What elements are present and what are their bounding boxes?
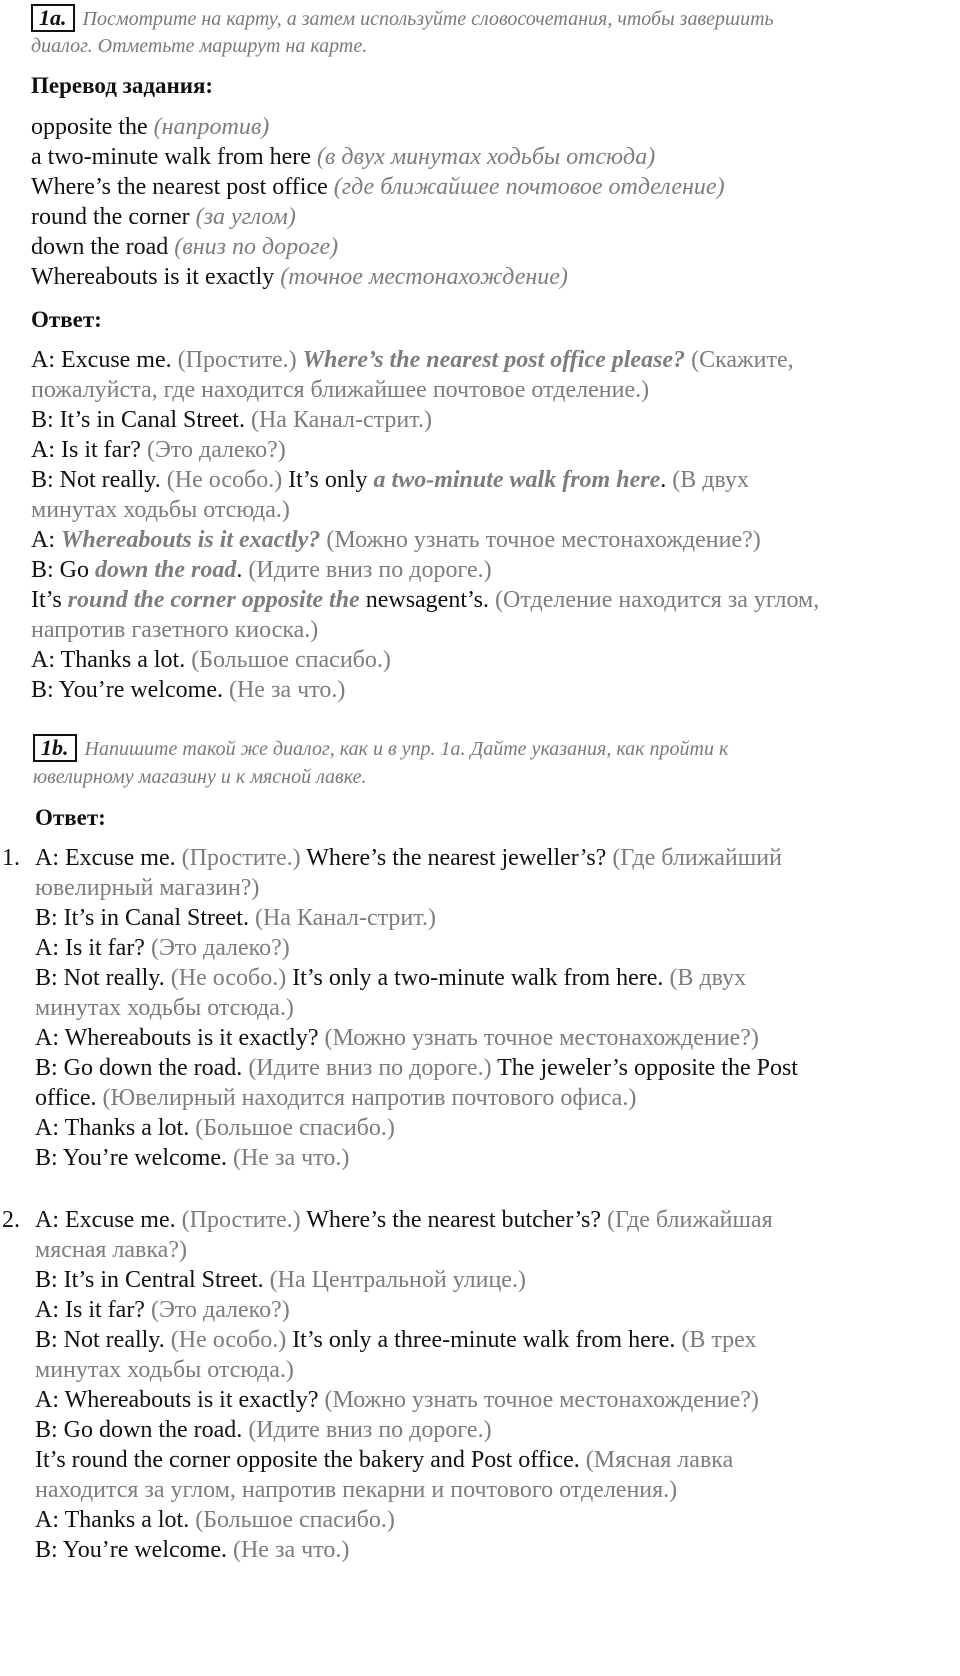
dialog-line <box>35 1444 733 1476</box>
ex1b-label: 1b. <box>33 734 77 762</box>
dialog-text: B: You’re welcome. <box>35 1145 227 1171</box>
dialog-translation: (Большое спасибо.) <box>195 1507 395 1533</box>
dialog-translation: минутах ходьбы отсюда.) <box>35 1357 294 1383</box>
dialog-translation: (Где ближайшая <box>607 1207 773 1233</box>
dialog-text: A: Whereabouts is it exactly? <box>35 1387 319 1413</box>
dialog-text: A: Thanks a lot. <box>31 647 186 673</box>
dialog-translation: (Можно узнать точное местонахождение?) <box>324 1387 759 1413</box>
phrase-row <box>31 231 338 263</box>
phrase-en: Where’s the nearest post office <box>31 174 328 200</box>
dialog-text: A: Is it far? <box>31 437 141 463</box>
dialog-line <box>31 554 492 586</box>
phrase-en: a two-minute walk from here <box>31 144 311 170</box>
dialog-line <box>31 404 432 436</box>
dialog-line <box>31 434 286 466</box>
dialog-text: A: Thanks a lot. <box>35 1507 190 1533</box>
phrase-row <box>31 171 725 203</box>
dialog-text: B: Go down the road. <box>35 1417 243 1443</box>
dialog-text: B: You’re welcome. <box>35 1537 227 1563</box>
dialog-translation: (Где ближайший <box>612 845 782 871</box>
dialog-text: A: Is it far? <box>35 1297 145 1323</box>
dialog-text: . <box>236 557 243 583</box>
dialog-line <box>35 1504 395 1536</box>
dialog-text: Where’s the nearest jeweller’s? <box>306 845 607 871</box>
dialog-translation: пожалуйста, где находится ближайшее почтовое отделение.) <box>31 377 650 403</box>
dialog-translation: (В двух <box>672 467 749 493</box>
dialog-line <box>35 1294 290 1326</box>
dialog-translation: (Идите вниз по дороге.) <box>248 1417 492 1443</box>
dialog-text: Where’s the nearest butcher’s? <box>306 1207 601 1233</box>
dialog-translation: (Большое спасибо.) <box>195 1115 395 1141</box>
dialog-translation: (Это далеко?) <box>150 1297 290 1323</box>
dialog-text: B: Not really. <box>31 467 161 493</box>
ex1a-instruction-line1: Посмотрите на карту, а затем используйте словосочетания, чтобы завершить <box>82 8 774 30</box>
dialog-line <box>35 1384 759 1416</box>
dialog-text: newsagent’s. <box>365 587 490 613</box>
dialog-translation: (Идите вниз по дороге.) <box>248 1055 492 1081</box>
phrase-ru: (в двух минутах ходьбы отсюда) <box>316 144 656 170</box>
dialog-line <box>35 962 746 994</box>
dialog-translation: (На Канал-стрит.) <box>254 905 436 931</box>
dialog-text: It’s only <box>288 467 368 493</box>
dialog-translation: (В трех <box>681 1327 757 1353</box>
ex1a-instruction-line2: диалог. Отметьте маршрут на карте. <box>31 35 368 57</box>
dialog-number: 1. <box>2 845 20 871</box>
dialog-translation: (На Центральной улице.) <box>269 1267 526 1293</box>
dialog-translation: (Можно узнать точное местонахождение?) <box>324 1025 759 1051</box>
ex1a-instruction <box>31 4 774 34</box>
phrase-row <box>31 111 269 143</box>
dialog-translation: (Не особо.) <box>170 965 287 991</box>
phrase-ru: (где ближайшее почтовое отделение) <box>333 174 725 200</box>
dialog-text: A: Is it far? <box>35 935 145 961</box>
phrase-ru: (точное местонахождение) <box>280 264 568 290</box>
dialog-translation: (Идите вниз по дороге.) <box>248 557 492 583</box>
dialog-text: A: Thanks a lot. <box>35 1115 190 1141</box>
dialog-translation: находится за углом, напротив пекарни и почтового отделения.) <box>35 1477 678 1503</box>
dialog-translation: (Мясная лавка <box>585 1447 734 1473</box>
dialog-translation: (Скажите, <box>691 347 794 373</box>
dialog-text: B: Go <box>31 557 90 583</box>
phrase-row <box>31 201 296 233</box>
ex1a-label: 1a. <box>31 4 75 32</box>
dialog-translation: (Не особо.) <box>166 467 283 493</box>
dialog-text: It’s only a three-minute walk from here. <box>292 1327 676 1353</box>
dialog-text: A: <box>31 527 55 553</box>
dialog-text: The jeweler’s opposite the Post <box>497 1055 798 1081</box>
dialog-text: B: Go down the road. <box>35 1055 243 1081</box>
dialog-text: It’s round the corner opposite the bakery and Post office. <box>35 1447 580 1473</box>
phrase-en: round the corner <box>31 204 190 230</box>
phrase-en: down the road <box>31 234 169 260</box>
phrase-ru: (напротив) <box>153 114 270 140</box>
dialog-translation: (Это далеко?) <box>146 437 286 463</box>
phrase-en: Whereabouts is it exactly <box>31 264 275 290</box>
dialog-text: A: Whereabouts is it exactly? <box>35 1025 319 1051</box>
dialog-line <box>31 344 794 376</box>
dialog-text: B: Not really. <box>35 1327 165 1353</box>
dialog-translation: минутах ходьбы отсюда.) <box>31 497 290 523</box>
dialog-line <box>31 584 819 616</box>
dialog-translation: (Отделение находится за углом, <box>495 587 820 613</box>
dialog-line <box>35 1112 395 1144</box>
ex1b-instruction <box>33 734 728 764</box>
dialog-answer: Whereabouts is it exactly? <box>61 527 321 553</box>
dialog-line <box>31 644 391 676</box>
dialog-translation: минутах ходьбы отсюда.) <box>35 995 294 1021</box>
dialog-translation: (Не за что.) <box>232 1145 350 1171</box>
dialog-text: It’s only a two-minute walk from here. <box>292 965 664 991</box>
dialog-text: office. <box>35 1085 97 1111</box>
dialog-line <box>35 932 290 964</box>
dialog-translation: (Ювелирный находится напротив почтового офиса.) <box>102 1085 637 1111</box>
dialog-line <box>35 1204 773 1236</box>
dialog-text: B: It’s in Canal Street. <box>35 905 249 931</box>
dialog-text: B: It’s in Central Street. <box>35 1267 264 1293</box>
phrase-ru: (за углом) <box>195 204 296 230</box>
dialog-line <box>35 1142 349 1174</box>
dialog-line <box>35 1022 759 1054</box>
dialog-line <box>35 842 782 874</box>
ex1a-answer-heading: Ответ: <box>31 307 102 332</box>
dialog-text: B: Not really. <box>35 965 165 991</box>
phrase-row <box>31 141 655 173</box>
dialog-answer: round the corner opposite the <box>67 587 360 613</box>
dialog-number: 2. <box>2 1207 20 1233</box>
dialog-line <box>35 902 436 934</box>
translation-heading: Перевод задания: <box>31 73 214 98</box>
dialog-translation: (Не за что.) <box>228 677 346 703</box>
dialog-answer: down the road <box>95 557 237 583</box>
dialog-translation: (Большое спасибо.) <box>191 647 391 673</box>
dialog-translation: ювелирный магазин?) <box>35 875 260 901</box>
dialog-text: B: It’s in Canal Street. <box>31 407 245 433</box>
dialog-line <box>31 464 749 496</box>
dialog-line <box>35 1414 492 1446</box>
dialog-translation: (Это далеко?) <box>150 935 290 961</box>
dialog-translation: мясная лавка?) <box>35 1237 187 1263</box>
dialog-line <box>35 1082 636 1114</box>
ex1b-answer-heading: Ответ: <box>35 805 106 830</box>
dialog-translation: (Простите.) <box>181 1207 301 1233</box>
dialog-text: . <box>660 467 667 493</box>
dialog-line <box>31 524 761 556</box>
phrase-en: opposite the <box>31 114 148 140</box>
ex1b-instruction-line1: Напишите такой же диалог, как и в упр. 1а. Дайте указания, как пройти к <box>84 738 729 760</box>
dialog-text: B: You’re welcome. <box>31 677 223 703</box>
dialog-line <box>35 1534 349 1566</box>
dialog-line <box>35 1324 757 1356</box>
dialog-text: A: Excuse me. <box>35 845 176 871</box>
dialog-line <box>35 1052 798 1084</box>
dialog-translation: напротив газетного киоска.) <box>31 617 319 643</box>
dialog-text: A: Excuse me. <box>35 1207 176 1233</box>
dialog-translation: (Простите.) <box>177 347 297 373</box>
dialog-answer: a two-minute walk from here <box>373 467 661 493</box>
dialog-translation: (В двух <box>669 965 747 991</box>
dialog-translation: (Простите.) <box>181 845 301 871</box>
dialog-translation: (На Канал-стрит.) <box>250 407 432 433</box>
dialog-text: A: Excuse me. <box>31 347 172 373</box>
dialog-translation: (Можно узнать точное местонахождение?) <box>326 527 761 553</box>
phrase-ru: (вниз по дороге) <box>174 234 339 260</box>
ex1b-instruction-line2: ювелирному магазину и к мясной лавке. <box>33 766 367 788</box>
dialog-translation: (Не особо.) <box>170 1327 287 1353</box>
dialog-answer: Where’s the nearest post office please? <box>302 347 686 373</box>
dialog-text: It’s <box>31 587 62 613</box>
phrase-row <box>31 261 568 293</box>
dialog-line <box>31 674 345 706</box>
dialog-translation: (Не за что.) <box>232 1537 350 1563</box>
dialog-line <box>35 1264 526 1296</box>
